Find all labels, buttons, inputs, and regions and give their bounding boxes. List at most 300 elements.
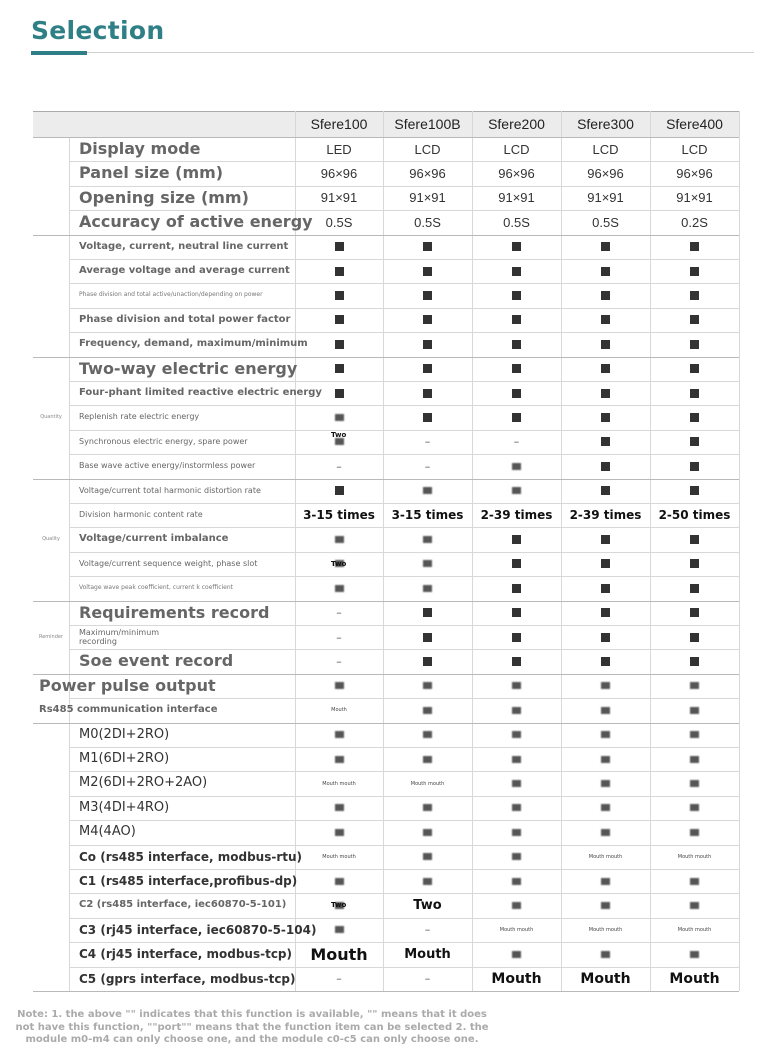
table-cell [295,186,383,210]
table-cell [650,259,739,283]
available-mark [601,633,610,642]
table-cell [383,430,472,454]
table-cell [295,723,383,747]
available-mark [690,682,699,689]
available-mark [512,242,521,251]
port-tag: Mouth mouth [322,853,356,860]
spec-value: 91×91 [409,190,446,206]
table-cell [295,357,383,381]
available-mark [512,853,521,860]
table-cell [472,210,561,234]
available-mark [512,389,521,398]
table-cell [561,186,650,210]
table-cell [295,259,383,283]
table-cell [472,259,561,283]
available-mark [423,585,432,592]
available-mark [423,242,432,251]
row-label: Division harmonic content rate [79,510,203,519]
option-tag: Two [331,901,347,910]
table-cell [383,137,472,161]
group-label-text: Reminder [38,633,64,640]
table-cell [295,601,383,625]
table-cell [383,357,472,381]
port-tag: Mouth mouth [499,926,534,933]
available-mark [335,486,344,495]
port-label: Mouth [404,946,451,962]
available-mark [335,389,344,398]
row-label: C5 (gprs interface, modbus-tcp) [79,971,296,986]
available-mark [690,633,699,642]
available-mark [512,756,521,763]
available-mark [601,486,610,495]
table-cell [472,723,561,747]
table-cell [383,332,472,356]
row-label: Synchronous electric energy, spare power [79,436,248,446]
available-mark [690,804,699,811]
table-cell [472,796,561,820]
table-cell [472,381,561,405]
row-label: Rs485 communication interface [39,704,218,716]
table-cell [295,820,383,844]
spec-value: 0.5S [414,214,441,230]
row-label: M2(6DI+2RO+2AO) [79,775,208,791]
available-mark [690,535,699,544]
unavailable-mark: – [424,459,431,473]
available-mark [690,242,699,251]
table-cell [650,357,739,381]
table-cell [295,796,383,820]
table-cell [383,454,472,478]
table-cell [472,893,561,917]
available-mark [423,878,432,885]
available-mark [335,267,344,276]
available-mark [601,340,610,349]
available-mark [423,487,432,494]
table-cell [650,649,739,673]
table-cell [295,918,383,942]
table-cell [650,552,739,576]
available-mark [690,389,699,398]
row-label: Co (rs485 interface, modbus-rtu) [79,849,303,864]
table-cell [472,308,561,332]
available-mark [601,756,610,763]
spec-value: 96×96 [587,166,624,182]
table-cell [561,381,650,405]
available-mark [601,829,610,836]
table-cell [295,210,383,234]
table-cell [295,869,383,893]
row-label: Phase division and total power factor [79,313,291,325]
row-label: Phase division and total active/unaction/depending on power [79,291,263,299]
table-cell [295,747,383,771]
available-mark [601,878,610,885]
row-label: Display mode [79,139,201,158]
row-label: M4(4AO) [79,824,136,840]
table-cell [561,649,650,673]
unavailable-mark: – [336,630,342,644]
row-label: Frequency, demand, maximum/minimum [79,338,308,350]
available-mark [512,608,521,617]
available-mark [512,364,521,373]
column-header-sfere300: Sfere300 [577,116,634,132]
table-cell [650,405,739,429]
table-cell [383,869,472,893]
available-mark [335,926,344,933]
available-mark [601,364,610,373]
row-label: M3(4DI+4RO) [79,799,170,815]
column-divider [69,137,70,991]
available-mark [512,291,521,300]
unavailable-mark: – [424,923,431,937]
table-cell [383,381,472,405]
table-cell [295,771,383,795]
table-cell [650,235,739,259]
available-mark [335,804,344,811]
available-mark [601,242,610,251]
table-cell [295,479,383,503]
available-mark [423,756,432,763]
table-cell [561,405,650,429]
available-mark [423,267,432,276]
table-cell [472,357,561,381]
table-cell [383,942,472,966]
table-cell [650,527,739,551]
table-cell [472,137,561,161]
spec-value: 91×91 [676,190,713,206]
harmonic-range: 2-39 times [569,508,642,523]
table-cell [295,405,383,429]
table-cell [383,503,472,527]
available-mark [690,902,699,909]
table-cell [295,283,383,307]
table-cell [383,283,472,307]
table-cell [295,674,383,698]
harmonic-range: 2-39 times [480,508,553,523]
table-cell [295,967,383,991]
harmonic-range: 3-15 times [303,508,375,523]
row-label: C4 (rj45 interface, modbus-tcp) [79,947,292,962]
available-mark [601,951,610,958]
group-label [33,601,69,674]
table-cell [472,479,561,503]
available-mark [335,340,344,349]
available-mark [335,536,344,543]
available-mark [335,414,344,421]
group-label [33,235,69,357]
table-cell [383,405,472,429]
available-mark [601,804,610,811]
table-cell [472,771,561,795]
row-label: Accuracy of active energy [79,212,313,232]
row-label: Voltage wave peak coefficient, current k coefficient [79,584,234,592]
table-cell [383,674,472,698]
available-mark [423,291,432,300]
table-cell [650,308,739,332]
table-cell [561,283,650,307]
table-cell [561,796,650,820]
table-cell [650,845,739,869]
available-mark [690,951,699,958]
table-cell [472,845,561,869]
available-mark [512,340,521,349]
table-cell [295,698,383,722]
available-mark [601,657,610,666]
table-cell [472,503,561,527]
group-label [33,723,69,991]
available-mark [601,267,610,276]
available-mark [512,780,521,787]
group-label-text: Quantity [40,414,62,421]
available-mark [423,536,432,543]
available-mark [690,291,699,300]
port-tag: Mouth [331,707,347,714]
spec-value: 96×96 [498,166,535,182]
available-mark [423,682,432,689]
table-cell [561,771,650,795]
table-cell [383,552,472,576]
row-divider [33,991,739,992]
table-cell [650,893,739,917]
unavailable-mark: – [424,435,431,449]
table-cell [561,332,650,356]
available-mark [423,633,432,642]
table-cell [472,161,561,185]
table-cell [383,527,472,551]
table-cell [561,235,650,259]
available-mark [512,487,521,494]
row-label: Four-phant limited reactive electric energy [79,387,322,398]
table-cell [650,796,739,820]
option-tag: Two [331,559,347,568]
port-label: Mouth [669,970,720,987]
available-mark [601,608,610,617]
group-label [33,357,69,479]
available-mark [601,413,610,422]
column-header-sfere100b: Sfere100B [394,116,461,132]
table-cell [472,698,561,722]
spec-value: 0.5S [325,214,353,230]
table-cell [650,967,739,991]
available-mark [335,756,344,763]
available-mark [601,437,610,446]
available-mark [512,682,521,689]
available-mark [601,731,610,738]
table-cell [561,210,650,234]
table-cell [295,942,383,966]
port-tag: Mouth mouth [588,853,623,860]
table-cell [561,869,650,893]
unavailable-mark: – [336,459,342,473]
available-mark [512,315,521,324]
table-cell [295,381,383,405]
available-mark [601,389,610,398]
available-mark [512,633,521,642]
table-cell [561,967,650,991]
available-mark [690,315,699,324]
row-label: C3 (rj45 interface, iec60870-5-104) [79,922,317,937]
available-mark [690,780,699,787]
port-label: Mouth [310,944,368,964]
table-cell [383,186,472,210]
table-cell [561,820,650,844]
available-mark [335,829,344,836]
table-cell [650,332,739,356]
table-cell [383,259,472,283]
available-mark [690,756,699,763]
port-tag: Mouth mouth [410,780,445,787]
row-label: Voltage, current, neutral line current [79,240,289,252]
available-mark [690,657,699,666]
port-label: Mouth [580,970,631,987]
available-mark [335,438,344,445]
table-cell [383,723,472,747]
port-tag: Mouth mouth [677,926,712,933]
group-label-text: Quality [42,536,60,543]
unavailable-mark: – [336,655,342,669]
available-mark [601,584,610,593]
table-cell [650,454,739,478]
available-mark [335,731,344,738]
table-cell [650,576,739,600]
unavailable-mark: – [336,606,342,620]
table-cell [650,625,739,649]
table-cell [472,405,561,429]
available-mark [690,559,699,568]
available-mark [601,902,610,909]
table-cell [295,576,383,600]
row-label: Maximum/minimum recording [79,628,160,646]
table-cell [472,967,561,991]
table-cell [295,332,383,356]
port-tag: Mouth mouth [588,926,623,933]
available-mark [512,731,521,738]
available-mark [335,315,344,324]
spec-value: 91×91 [498,190,535,206]
table-cell [472,649,561,673]
harmonic-range: 3-15 times [391,508,464,523]
column-header-sfere100: Sfere100 [310,116,368,132]
row-label: Opening size (mm) [79,187,249,207]
spec-value: LCD [681,141,708,157]
available-mark [423,731,432,738]
table-cell [383,698,472,722]
table-cell [295,845,383,869]
available-mark [690,608,699,617]
column-divider [739,111,740,991]
available-mark [690,486,699,495]
table-cell [295,454,383,478]
table-cell [383,235,472,259]
table-cell [295,161,383,185]
spec-value: LCD [503,141,530,157]
table-cell [472,332,561,356]
row-label: M1(6DI+2RO) [79,751,170,766]
selection-table [33,111,739,993]
table-cell [650,210,739,234]
available-mark [512,829,521,836]
available-mark [601,535,610,544]
available-mark [423,560,432,567]
table-cell [472,552,561,576]
available-mark [690,829,699,836]
group-label [33,137,69,235]
available-mark [690,584,699,593]
available-mark [512,535,521,544]
spec-value: 91×91 [587,190,624,206]
table-cell [383,820,472,844]
available-mark [423,389,432,398]
available-mark [690,364,699,373]
spec-value: 96×96 [676,166,713,182]
table-cell [650,674,739,698]
unavailable-mark: – [513,435,520,449]
spec-value: 96×96 [409,166,446,182]
available-mark [423,340,432,349]
spec-value: LCD [414,141,441,157]
available-mark [601,559,610,568]
row-label: Power pulse output [39,675,216,695]
available-mark [512,878,521,885]
table-cell [472,625,561,649]
available-mark [423,413,432,422]
group-label [33,479,69,601]
spec-value: 0.2S [681,214,708,230]
table-cell [561,454,650,478]
table-cell [295,503,383,527]
table-cell [650,918,739,942]
table-cell [295,649,383,673]
available-mark [690,437,699,446]
table-cell [383,918,472,942]
table-cell [561,601,650,625]
spec-value: LCD [592,141,619,157]
table-cell [472,454,561,478]
available-mark [512,584,521,593]
table-cell [472,869,561,893]
row-label: Base wave active energy/instormless power [79,461,256,471]
table-cell [295,308,383,332]
table-cell [561,698,650,722]
table-cell [295,137,383,161]
table-cell [383,161,472,185]
table-cell [472,186,561,210]
available-mark [690,340,699,349]
row-label: Average voltage and average current [79,265,290,276]
title-accent-bar [31,51,87,55]
table-cell [383,967,472,991]
table-cell [561,723,650,747]
available-mark [423,364,432,373]
spec-value: 91×91 [320,190,358,206]
table-cell [561,137,650,161]
available-mark [423,608,432,617]
table-cell [650,430,739,454]
available-mark [690,878,699,885]
table-cell [472,674,561,698]
table-cell [561,527,650,551]
row-label: Requirements record [79,602,270,622]
table-cell [561,576,650,600]
table-cell [650,723,739,747]
table-cell [561,893,650,917]
table-cell [383,210,472,234]
available-mark [423,853,432,860]
spec-value: 96×96 [320,166,358,182]
port-tag: Mouth mouth [322,780,356,787]
table-cell [561,259,650,283]
available-mark [512,707,521,714]
column-header-sfere400: Sfere400 [666,116,723,132]
